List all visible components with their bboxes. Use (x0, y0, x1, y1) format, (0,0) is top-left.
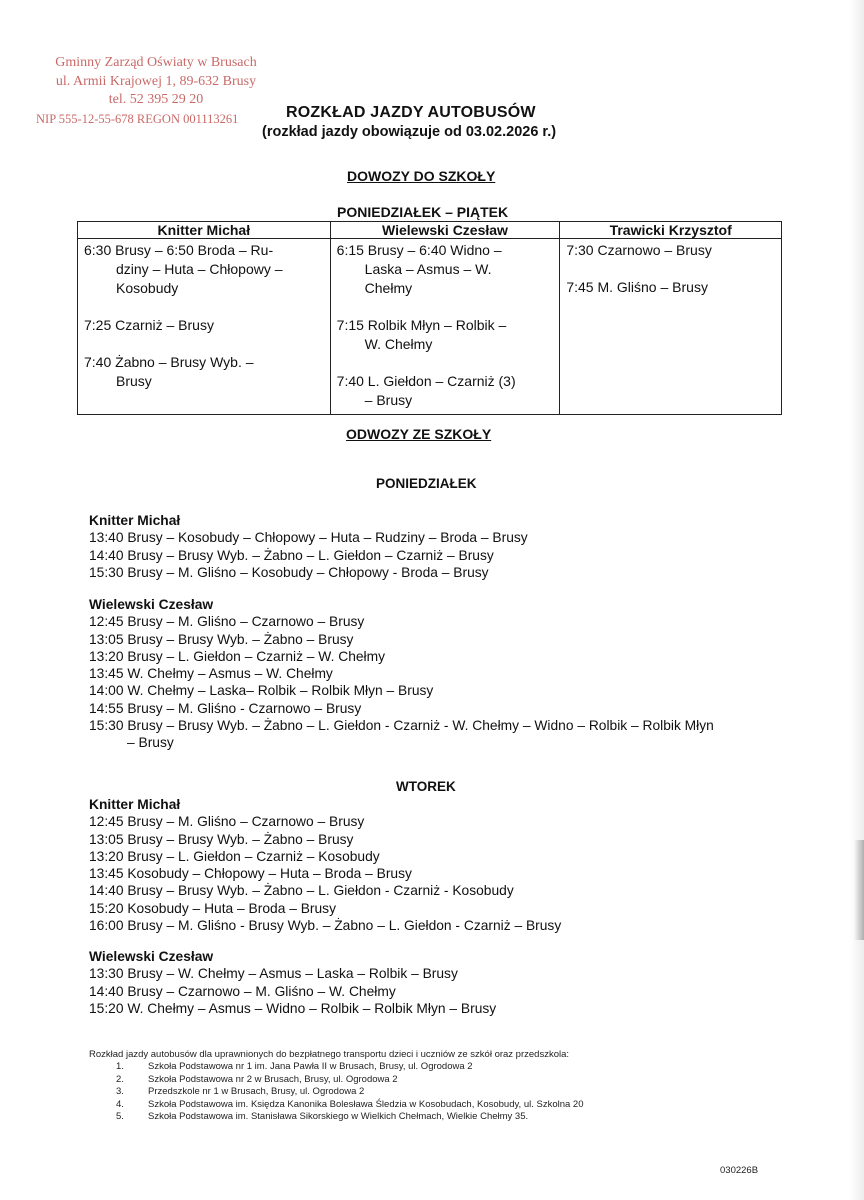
tuesday-label: WTOREK (396, 779, 456, 794)
route-line: – Brusy (364, 392, 413, 408)
route-line: 15:20 W. Chełmy – Asmus – Widno – Rolbik – Rolbik Młyn – Brusy (89, 1000, 497, 1016)
tuesday-wielewski-section (89, 948, 496, 1017)
odwozy-heading: ODWOZY ZE SZKOŁY (346, 426, 492, 442)
dowozy-heading: DOWOZY DO SZKOŁY (347, 168, 496, 184)
list-item (89, 1086, 584, 1098)
stamp-line-1: Gminny Zarząd Oświaty w Brusach (55, 55, 257, 70)
route-line: Laska – Asmus – W. (364, 261, 492, 277)
wielewski-morning-cell (330, 239, 560, 415)
table-row (78, 239, 782, 415)
route-line: 7:25 Czarniż – Brusy (84, 317, 214, 333)
route-line: 13:45 Kosobudy – Chłopowy – Huta – Broda – Brusy (89, 866, 412, 882)
route-line: 13:05 Brusy – Brusy Wyb. – Żabno – Brusy (89, 831, 354, 847)
route-line: 13:45 W. Chełmy – Asmus – W. Chełmy (89, 666, 333, 682)
route-line: 15:30 Brusy – Brusy Wyb. – Żabno – L. Giełdon - Czarniż - W. Chełmy – Widno – Rolbik – Rolbik Młyn (89, 718, 714, 734)
document-title: ROZKŁAD JAZDY AUTOBUSÓW (286, 104, 536, 121)
route-line: 13:40 Brusy – Kosobudy – Chłopowy – Huta – Rudziny – Broda – Brusy (89, 530, 528, 546)
stamp-line-2: ul. Armii Krajowej 1, 89-632 Brusy (55, 73, 257, 89)
monday-label: PONIEDZIAŁEK (376, 476, 477, 491)
list-text: Szkoła Podstawowa im. Stanisława Sikorskiego w Wielkich Chełmach, Wielkie Chełmy 35. (148, 1111, 529, 1123)
footer-notes (89, 1049, 584, 1123)
route-line: 7:40 L. Giełdon – Czarniż (3) (336, 373, 516, 389)
route-line: 14:40 Brusy – Brusy Wyb. – Żabno – L. Giełdon - Czarniż - Kosobudy (89, 883, 514, 899)
list-number: 3. (116, 1086, 124, 1098)
column-header: Wielewski Czesław (330, 222, 560, 239)
column-header: Knitter Michał (78, 222, 331, 239)
document-subtitle: (rozkład jazdy obowiązuje od 03.02.2026 r.) (262, 124, 557, 140)
route-line-continuation: – Brusy (127, 735, 174, 751)
list-text: Przedszkole nr 1 w Brusach, Brusy, ul. Ogrodowa 2 (148, 1086, 365, 1098)
route-line: 13:20 Brusy – L. Giełdon – Czarniż – W. Chełmy (89, 648, 385, 664)
office-stamp (36, 54, 276, 128)
dowozy-days: PONIEDZIAŁEK – PIĄTEK (337, 204, 509, 220)
list-number: 5. (116, 1111, 124, 1123)
route-line: 7:15 Rolbik Młyn – Rolbik – (336, 317, 507, 333)
route-line: 12:45 Brusy – M. Gliśno – Czarnowo – Brusy (89, 814, 365, 830)
list-number: 2. (116, 1073, 124, 1085)
driver-name: Knitter Michał (89, 513, 181, 528)
route-line: 14:40 Brusy – Brusy Wyb. – Żabno – L. Giełdon – Czarniż – Brusy (89, 547, 494, 563)
route-line: 14:55 Brusy – M. Gliśno - Czarnowo – Brusy (89, 700, 362, 716)
column-header: Trawicki Krzysztof (560, 222, 782, 239)
stamp-line-3: tel. 52 395 29 20 (108, 92, 204, 107)
driver-name: Knitter Michał (89, 797, 181, 812)
route-line: 6:15 Brusy – 6:40 Widno – (336, 242, 502, 258)
route-line: 13:20 Brusy – L. Giełdon – Czarniż – Kosobudy (89, 848, 380, 864)
monday-knitter-section (89, 512, 528, 581)
route-line: Kosobudy (116, 280, 179, 296)
route-line: 13:05 Brusy – Brusy Wyb. – Żabno – Brusy (89, 631, 354, 647)
route-line: 16:00 Brusy – M. Gliśno - Brusy Wyb. – Żabno – L. Giełdon - Czarniż – Brusy (89, 918, 562, 934)
scan-edge-shadow (850, 0, 864, 1200)
driver-name: Wielewski Czesław (89, 949, 214, 964)
list-item (89, 1061, 584, 1073)
route-line: 15:30 Brusy – M. Gliśno – Kosobudy – Chłopowy - Broda – Brusy (89, 564, 489, 580)
document-id: 030226B (720, 1165, 759, 1176)
route-line: 12:45 Brusy – M. Gliśno – Czarnowo – Brusy (89, 614, 365, 630)
route-line: 14:40 Brusy – Czarnowo – M. Gliśno – W. Chełmy (89, 983, 396, 999)
list-text: Szkoła Podstawowa nr 2 w Brusach, Brusy, ul. Ogrodowa 2 (148, 1073, 398, 1085)
list-item (89, 1111, 584, 1123)
list-number: 4. (116, 1098, 124, 1110)
route-line: 7:40 Żabno – Brusy Wyb. – (84, 354, 254, 370)
table-header-row (78, 222, 782, 239)
list-item (89, 1099, 584, 1111)
list-item (89, 1074, 584, 1086)
scan-edge-mark (854, 840, 864, 940)
knitter-morning-cell (78, 239, 331, 415)
route-line: Brusy (116, 373, 152, 389)
route-line: 7:30 Czarnowo – Brusy (566, 242, 712, 258)
trawicki-morning-cell (560, 239, 782, 415)
route-line: 6:30 Brusy – 6:50 Broda – Ru- (84, 242, 274, 258)
list-text: Szkoła Podstawowa im. Księdza Kanonika Bolesława Śledzia w Kosobudach, Kosobudy, ul. Szkolna 20 (148, 1098, 584, 1110)
route-line: dziny – Huta – Chłopowy – (116, 261, 283, 277)
tuesday-knitter-section (89, 796, 561, 934)
driver-name: Wielewski Czesław (89, 597, 214, 612)
route-line: 7:45 M. Gliśno – Brusy (566, 279, 708, 295)
list-text: Szkoła Podstawowa nr 1 im. Jana Pawła II w Brusach, Brusy, ul. Ogrodowa 2 (148, 1061, 473, 1073)
route-line: 13:30 Brusy – W. Chełmy – Asmus – Laska – Rolbik – Brusy (89, 966, 458, 982)
list-number: 1. (116, 1061, 124, 1073)
route-line: Chełmy (364, 280, 413, 296)
stamp-line-4: NIP 555-12-55-678 REGON 001113261 (36, 111, 239, 126)
monday-wielewski-section (89, 596, 714, 752)
school-list (89, 1061, 584, 1123)
route-line: W. Chełmy (364, 336, 433, 352)
footer-intro: Rozkład jazdy autobusów dla uprawnionych do bezpłatnego transportu dzieci i uczniów ze szkół oraz przedszkola: (89, 1049, 570, 1060)
dowozy-table (77, 221, 782, 415)
route-line: 15:20 Kosobudy – Huta – Broda – Brusy (89, 900, 336, 916)
route-line: 14:00 W. Chełmy – Laska– Rolbik – Rolbik Młyn – Brusy (89, 683, 434, 699)
